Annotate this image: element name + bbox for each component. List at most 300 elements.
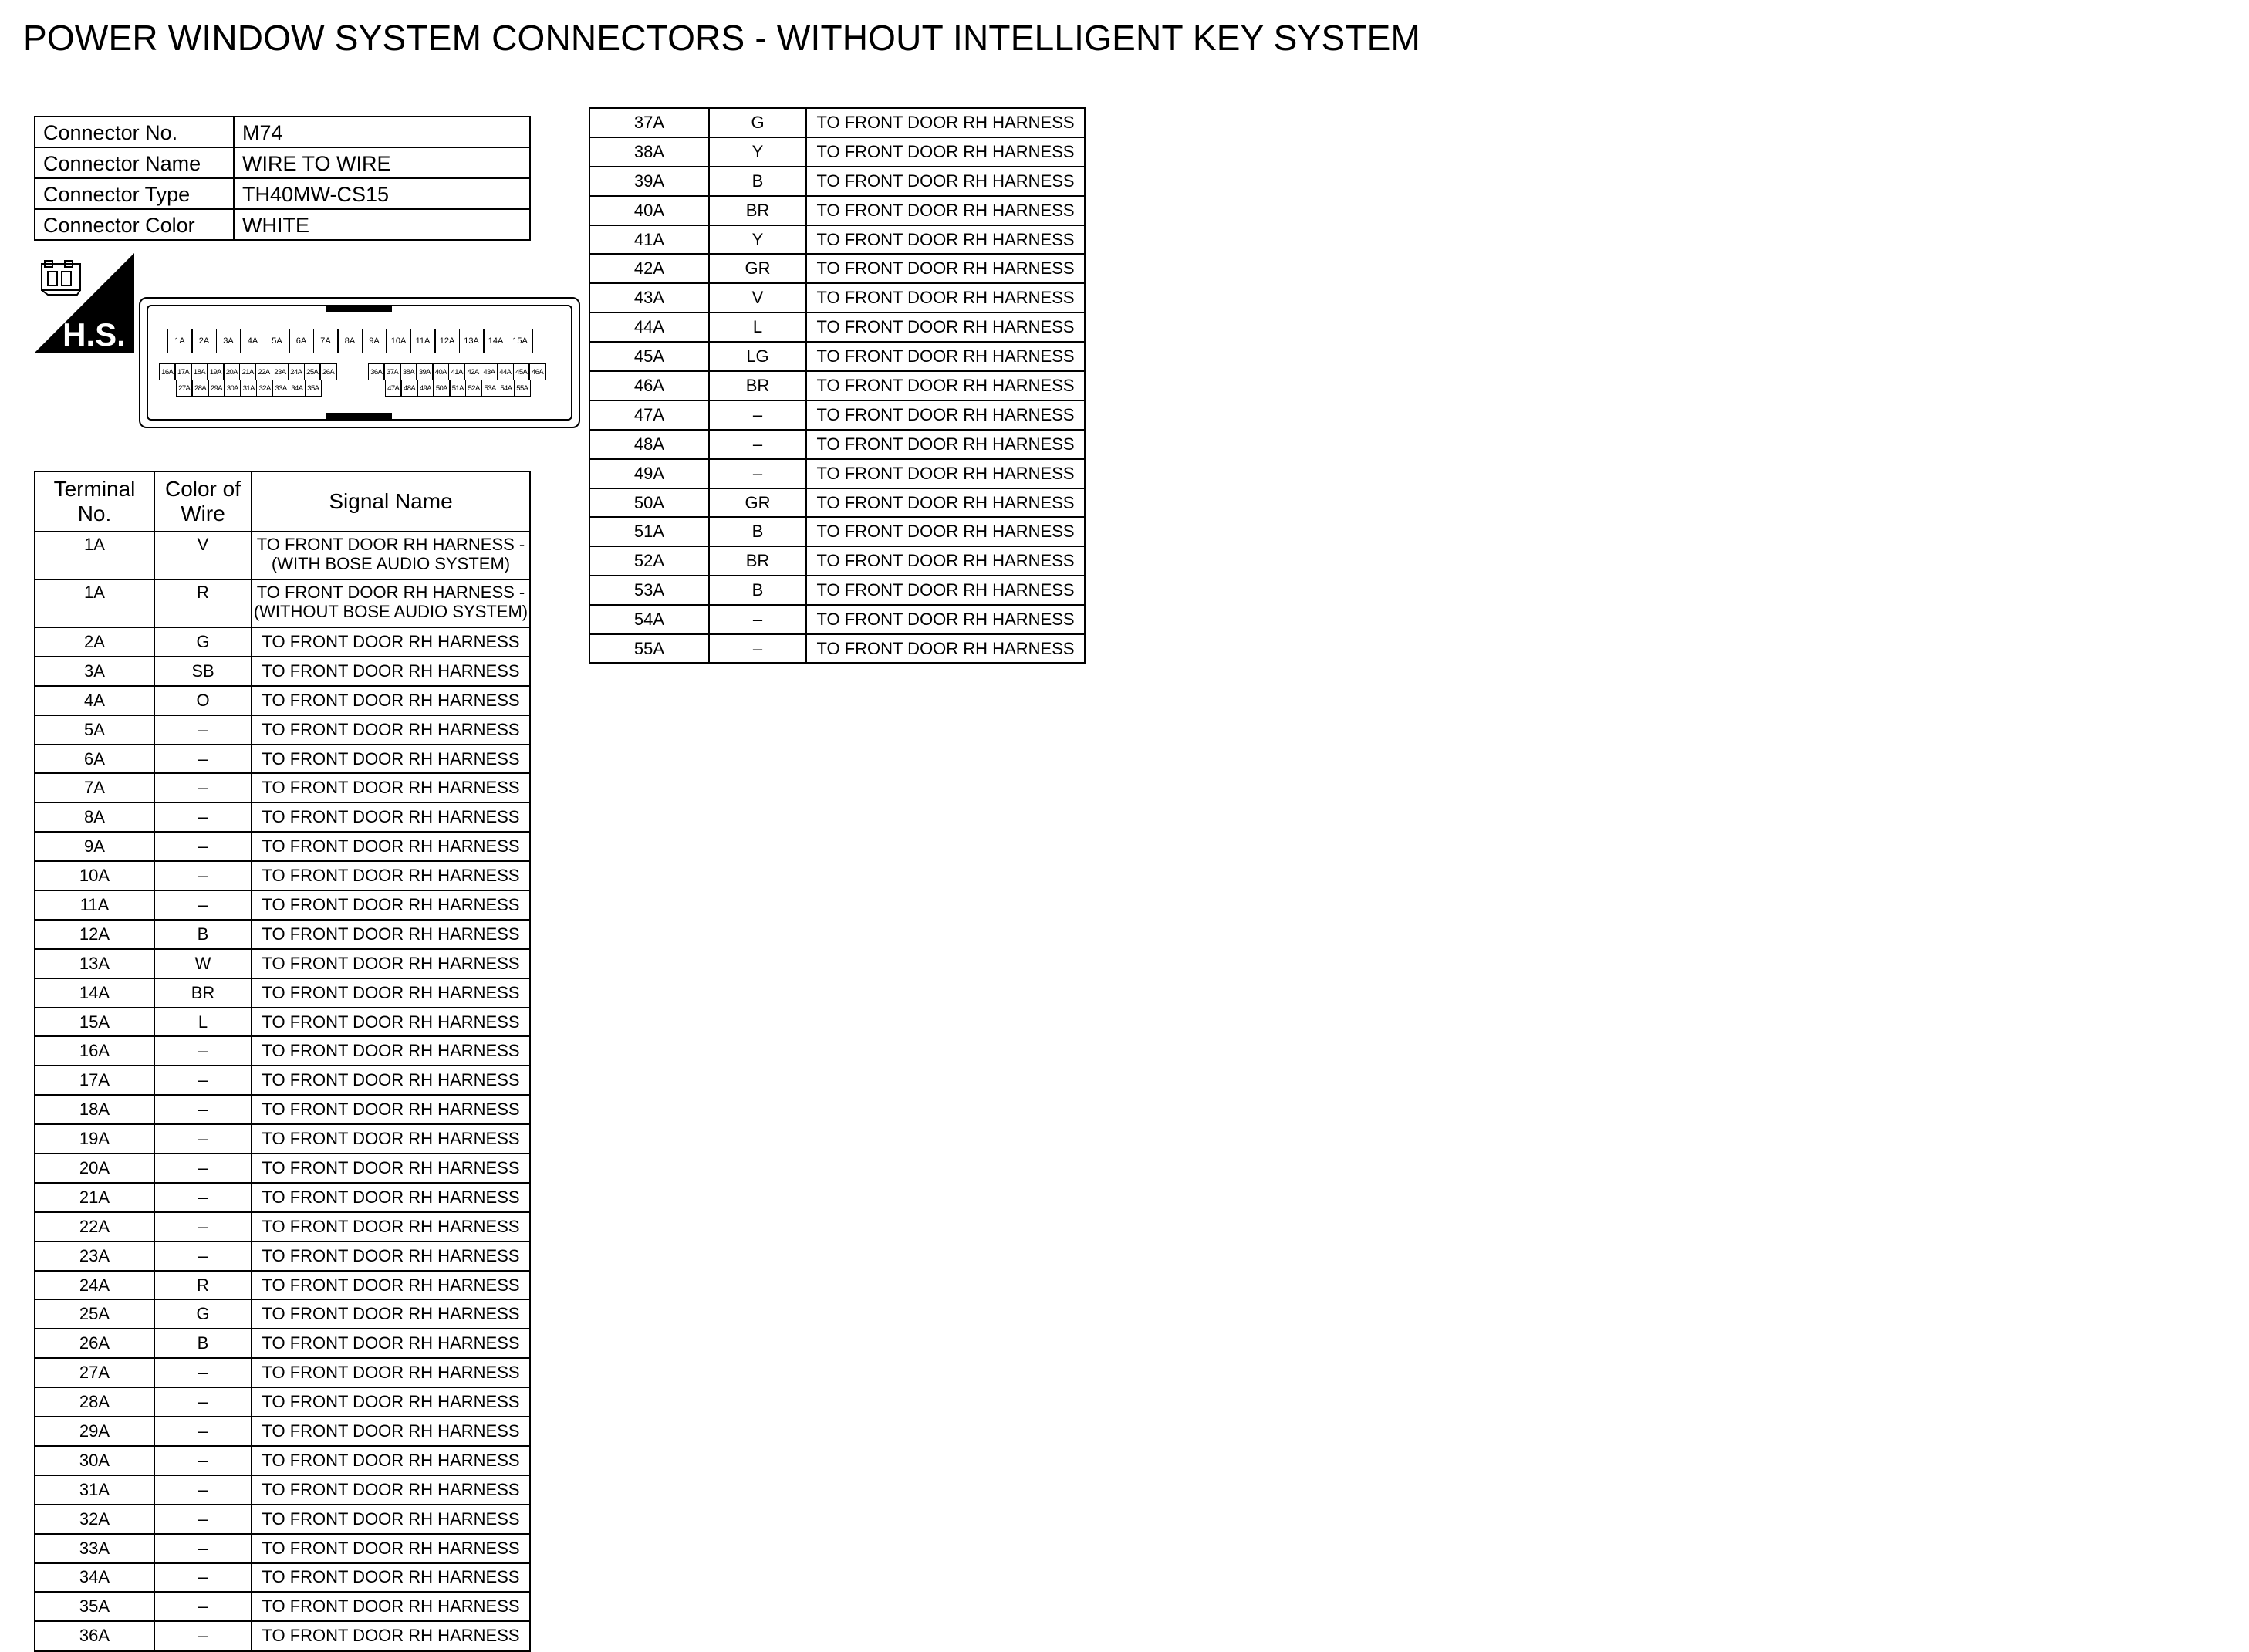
connector-pin: 29A bbox=[208, 380, 225, 397]
signal-name-cell: TO FRONT DOOR RH HARNESS bbox=[252, 657, 530, 686]
signal-name-cell: TO FRONT DOOR RH HARNESS bbox=[806, 517, 1085, 546]
signal-name-cell: TO FRONT DOOR RH HARNESS bbox=[252, 1417, 530, 1446]
terminal-no-cell: 50A bbox=[589, 488, 709, 518]
terminal-no-cell: 32A bbox=[35, 1505, 154, 1534]
connector-pin: 34A bbox=[289, 380, 306, 397]
pin-row-lower-right bbox=[386, 380, 531, 397]
table-row bbox=[589, 430, 1085, 459]
wire-color-cell: – bbox=[154, 773, 252, 802]
signal-name-cell: TO FRONT DOOR RH HARNESS bbox=[252, 802, 530, 832]
signal-name-cell: TO FRONT DOOR RH HARNESS bbox=[252, 1242, 530, 1271]
table-row bbox=[35, 1387, 530, 1417]
terminal-no-cell: 17A bbox=[35, 1066, 154, 1095]
pin-row-upper bbox=[168, 329, 533, 353]
info-value: TH40MW-CS15 bbox=[234, 178, 530, 209]
wire-color-cell: B bbox=[709, 167, 806, 196]
signal-name-cell: TO FRONT DOOR RH HARNESS bbox=[806, 254, 1085, 283]
table-row bbox=[589, 167, 1085, 196]
table-row bbox=[589, 371, 1085, 400]
connector-pin: 25A bbox=[304, 363, 321, 380]
wire-color-cell: – bbox=[154, 802, 252, 832]
signal-name-cell: TO FRONT DOOR RH HARNESS bbox=[806, 167, 1085, 196]
signal-name-cell: TO FRONT DOOR RH HARNESS bbox=[806, 546, 1085, 576]
info-label: Connector Color bbox=[35, 209, 234, 240]
connector-info-row bbox=[35, 209, 530, 240]
table-row bbox=[35, 1008, 530, 1037]
table-row bbox=[35, 1475, 530, 1505]
signal-name-cell: TO FRONT DOOR RH HARNESS bbox=[806, 283, 1085, 312]
signal-name-cell: TO FRONT DOOR RH HARNESS bbox=[252, 1124, 530, 1154]
wire-color-cell: – bbox=[154, 1154, 252, 1183]
terminal-no-cell: 12A bbox=[35, 920, 154, 949]
table-row bbox=[35, 657, 530, 686]
connector-pin: 16A bbox=[159, 363, 176, 380]
terminal-no-cell: 23A bbox=[35, 1242, 154, 1271]
connector-pin: 36A bbox=[368, 363, 385, 380]
connector-pin: 35A bbox=[305, 380, 322, 397]
signal-name-cell: TO FRONT DOOR RH HARNESS bbox=[252, 1036, 530, 1066]
connector-lock-tab bbox=[326, 305, 392, 312]
terminal-no-cell: 31A bbox=[35, 1475, 154, 1505]
connector-pin: 48A bbox=[400, 380, 417, 397]
signal-name-cell: TO FRONT DOOR RH HARNESS bbox=[806, 605, 1085, 634]
wire-color-cell: BR bbox=[154, 978, 252, 1008]
wire-color-cell: B bbox=[154, 1329, 252, 1358]
connector-pin: 49A bbox=[417, 380, 434, 397]
header-terminal-no: Terminal No. bbox=[35, 471, 154, 532]
table-row bbox=[35, 1505, 530, 1534]
hs-label: H.S. bbox=[62, 316, 126, 353]
wire-color-cell: O bbox=[154, 686, 252, 715]
signal-name-cell: TO FRONT DOOR RH HARNESS bbox=[806, 342, 1085, 371]
signal-name-cell: TO FRONT DOOR RH HARNESS bbox=[252, 949, 530, 978]
wire-color-cell: – bbox=[154, 715, 252, 745]
page-title: POWER WINDOW SYSTEM CONNECTORS - WITHOUT INTELLIGENT KEY SYSTEM bbox=[23, 18, 1421, 58]
connector-pin: 27A bbox=[176, 380, 193, 397]
connector-pin: 11A bbox=[410, 329, 436, 353]
signal-name-cell: TO FRONT DOOR RH HARNESS bbox=[252, 920, 530, 949]
signal-name-cell: TO FRONT DOOR RH HARNESS bbox=[806, 488, 1085, 518]
table-row bbox=[35, 1036, 530, 1066]
wire-color-cell: – bbox=[154, 1592, 252, 1621]
wire-color-cell: BR bbox=[709, 196, 806, 225]
signal-name-cell: TO FRONT DOOR RH HARNESS bbox=[252, 1358, 530, 1387]
wire-color-cell: – bbox=[709, 605, 806, 634]
signal-name-cell: TO FRONT DOOR RH HARNESS bbox=[252, 1505, 530, 1534]
table-row bbox=[589, 459, 1085, 488]
table-row bbox=[35, 1212, 530, 1242]
terminal-no-cell: 3A bbox=[35, 657, 154, 686]
wire-color-cell: LG bbox=[709, 342, 806, 371]
wire-color-cell: – bbox=[154, 1534, 252, 1563]
table-row bbox=[35, 1242, 530, 1271]
terminal-no-cell: 19A bbox=[35, 1124, 154, 1154]
wire-color-cell: – bbox=[154, 1417, 252, 1446]
info-label: Connector No. bbox=[35, 117, 234, 147]
terminal-no-cell: 20A bbox=[35, 1154, 154, 1183]
table-row bbox=[35, 1154, 530, 1183]
header-signal-name: Signal Name bbox=[252, 471, 530, 532]
connector-pin: 24A bbox=[288, 363, 305, 380]
wire-color-cell: Y bbox=[709, 225, 806, 255]
wire-color-cell: L bbox=[709, 312, 806, 342]
table-row bbox=[35, 627, 530, 657]
signal-name-cell: TO FRONT DOOR RH HARNESS bbox=[252, 861, 530, 890]
connector-pin: 51A bbox=[449, 380, 466, 397]
terminal-no-cell: 9A bbox=[35, 832, 154, 861]
table-row bbox=[589, 312, 1085, 342]
signal-name-cell: TO FRONT DOOR RH HARNESS bbox=[806, 225, 1085, 255]
connector-pin: 10A bbox=[386, 329, 411, 353]
connector-pin: 54A bbox=[498, 380, 515, 397]
signal-name-cell: TO FRONT DOOR RH HARNESS bbox=[252, 1387, 530, 1417]
connector-pin: 2A bbox=[191, 329, 217, 353]
wire-color-cell: GR bbox=[709, 488, 806, 518]
terminal-no-cell: 26A bbox=[35, 1329, 154, 1358]
wire-color-cell: B bbox=[709, 517, 806, 546]
table-row bbox=[589, 576, 1085, 605]
signal-name-cell: TO FRONT DOOR RH HARNESS bbox=[252, 1212, 530, 1242]
signal-name-cell: TO FRONT DOOR RH HARNESS bbox=[252, 1329, 530, 1358]
connector-info-row bbox=[35, 117, 530, 147]
table-row bbox=[35, 745, 530, 774]
wire-color-cell: – bbox=[154, 1183, 252, 1212]
table-row bbox=[35, 1329, 530, 1358]
wire-color-cell: – bbox=[709, 459, 806, 488]
signal-name-cell: TO FRONT DOOR RH HARNESS - (WITHOUT BOSE AUDIO SYSTEM) bbox=[252, 579, 530, 627]
table-row bbox=[589, 488, 1085, 518]
terminal-no-cell: 29A bbox=[35, 1417, 154, 1446]
connector-pin: 32A bbox=[256, 380, 273, 397]
table-row bbox=[589, 605, 1085, 634]
info-value: M74 bbox=[234, 117, 530, 147]
terminal-no-cell: 52A bbox=[589, 546, 709, 576]
terminal-no-cell: 30A bbox=[35, 1446, 154, 1475]
terminal-no-cell: 47A bbox=[589, 400, 709, 430]
connector-pin: 53A bbox=[481, 380, 498, 397]
table-row bbox=[589, 400, 1085, 430]
terminal-no-cell: 54A bbox=[589, 605, 709, 634]
table-row bbox=[35, 532, 530, 579]
wire-color-cell: B bbox=[709, 576, 806, 605]
terminal-no-cell: 46A bbox=[589, 371, 709, 400]
wire-color-cell: Y bbox=[709, 137, 806, 167]
terminal-no-cell: 36A bbox=[35, 1621, 154, 1650]
terminal-no-cell: 48A bbox=[589, 430, 709, 459]
connector-pin: 52A bbox=[465, 380, 482, 397]
terminal-no-cell: 55A bbox=[589, 634, 709, 664]
wire-color-cell: – bbox=[154, 1621, 252, 1650]
table-row bbox=[589, 546, 1085, 576]
signal-name-cell: TO FRONT DOOR RH HARNESS bbox=[252, 1095, 530, 1124]
table-row bbox=[35, 715, 530, 745]
terminal-no-cell: 18A bbox=[35, 1095, 154, 1124]
table-row bbox=[35, 890, 530, 920]
connector-pin: 46A bbox=[528, 363, 545, 380]
table-row bbox=[35, 949, 530, 978]
table-row bbox=[35, 1183, 530, 1212]
signal-name-cell: TO FRONT DOOR RH HARNESS bbox=[252, 1183, 530, 1212]
terminal-no-cell: 6A bbox=[35, 745, 154, 774]
terminal-no-cell: 40A bbox=[589, 196, 709, 225]
wire-color-cell: V bbox=[709, 283, 806, 312]
signal-name-cell: TO FRONT DOOR RH HARNESS bbox=[252, 1534, 530, 1563]
info-label: Connector Name bbox=[35, 147, 234, 178]
connector-pin: 38A bbox=[400, 363, 417, 380]
table-row bbox=[589, 225, 1085, 255]
connector-pin: 40A bbox=[432, 363, 449, 380]
terminal-no-cell: 16A bbox=[35, 1036, 154, 1066]
signal-name-cell: TO FRONT DOOR RH HARNESS bbox=[252, 1563, 530, 1593]
connector-pin: 7A bbox=[313, 329, 339, 353]
wire-color-cell: – bbox=[154, 1066, 252, 1095]
table-row bbox=[589, 283, 1085, 312]
connector-pin: 14A bbox=[483, 329, 508, 353]
wire-color-cell: – bbox=[154, 1387, 252, 1417]
wire-color-cell: – bbox=[154, 1505, 252, 1534]
info-label: Connector Type bbox=[35, 178, 234, 209]
wire-color-cell: R bbox=[154, 1271, 252, 1300]
terminal-no-cell: 4A bbox=[35, 686, 154, 715]
wire-color-cell: W bbox=[154, 949, 252, 978]
wire-color-cell: – bbox=[154, 1095, 252, 1124]
connector-pin: 42A bbox=[464, 363, 481, 380]
terminal-no-cell: 44A bbox=[589, 312, 709, 342]
connector-pin: 17A bbox=[174, 363, 191, 380]
connector-pin: 26A bbox=[319, 363, 336, 380]
connector-pin: 44A bbox=[497, 363, 514, 380]
connector-sketch-icon bbox=[42, 261, 80, 295]
connector-pin: 23A bbox=[272, 363, 289, 380]
wire-color-cell: G bbox=[154, 1299, 252, 1329]
terminal-no-cell: 1A bbox=[35, 532, 154, 579]
table-row bbox=[589, 517, 1085, 546]
table-row bbox=[35, 686, 530, 715]
wire-color-cell: – bbox=[154, 890, 252, 920]
wire-color-cell: R bbox=[154, 579, 252, 627]
wire-color-cell: – bbox=[154, 832, 252, 861]
table-row bbox=[589, 254, 1085, 283]
signal-name-cell: TO FRONT DOOR RH HARNESS bbox=[806, 137, 1085, 167]
signal-name-cell: TO FRONT DOOR RH HARNESS bbox=[252, 627, 530, 657]
terminal-no-cell: 10A bbox=[35, 861, 154, 890]
terminal-no-cell: 33A bbox=[35, 1534, 154, 1563]
connector-info-table bbox=[34, 116, 531, 241]
connector-pin: 37A bbox=[383, 363, 400, 380]
connector-face-diagram bbox=[139, 297, 580, 428]
wire-color-cell: – bbox=[154, 1036, 252, 1066]
table-row bbox=[589, 137, 1085, 167]
connector-pin: 55A bbox=[514, 380, 531, 397]
terminal-no-cell: 43A bbox=[589, 283, 709, 312]
wire-color-cell: – bbox=[154, 1242, 252, 1271]
connector-pin: 3A bbox=[216, 329, 241, 353]
signal-name-cell: TO FRONT DOOR RH HARNESS bbox=[252, 1154, 530, 1183]
table-row bbox=[35, 861, 530, 890]
connector-pin: 12A bbox=[434, 329, 460, 353]
terminal-no-cell: 22A bbox=[35, 1212, 154, 1242]
terminal-no-cell: 41A bbox=[589, 225, 709, 255]
table-row bbox=[35, 1563, 530, 1593]
connector-pin: 8A bbox=[337, 329, 363, 353]
signal-name-cell: TO FRONT DOOR RH HARNESS bbox=[806, 576, 1085, 605]
table-row bbox=[35, 1592, 530, 1621]
terminal-no-cell: 42A bbox=[589, 254, 709, 283]
connector-pin: 33A bbox=[272, 380, 289, 397]
wire-color-cell: – bbox=[154, 745, 252, 774]
terminal-no-cell: 53A bbox=[589, 576, 709, 605]
connector-info-row bbox=[35, 147, 530, 178]
signal-name-cell: TO FRONT DOOR RH HARNESS bbox=[252, 890, 530, 920]
connector-pin: 28A bbox=[191, 380, 208, 397]
wire-color-cell: – bbox=[709, 430, 806, 459]
signal-name-cell: TO FRONT DOOR RH HARNESS bbox=[806, 196, 1085, 225]
signal-name-cell: TO FRONT DOOR RH HARNESS bbox=[806, 430, 1085, 459]
wire-color-cell: – bbox=[154, 1563, 252, 1593]
table-row bbox=[35, 579, 530, 627]
pin-row-middle-left bbox=[160, 363, 337, 380]
table-row bbox=[35, 920, 530, 949]
wire-color-cell: – bbox=[154, 1446, 252, 1475]
table-row bbox=[35, 1417, 530, 1446]
terminal-table-header bbox=[35, 471, 530, 532]
signal-name-cell: TO FRONT DOOR RH HARNESS bbox=[806, 108, 1085, 137]
signal-name-cell: TO FRONT DOOR RH HARNESS bbox=[252, 715, 530, 745]
table-row bbox=[35, 802, 530, 832]
signal-name-cell: TO FRONT DOOR RH HARNESS bbox=[252, 745, 530, 774]
wire-color-cell: L bbox=[154, 1008, 252, 1037]
connector-pin: 19A bbox=[207, 363, 224, 380]
terminal-no-cell: 2A bbox=[35, 627, 154, 657]
connector-pin: 50A bbox=[433, 380, 450, 397]
wire-color-cell: BR bbox=[709, 546, 806, 576]
signal-name-cell: TO FRONT DOOR RH HARNESS bbox=[252, 773, 530, 802]
table-row bbox=[35, 1358, 530, 1387]
terminal-table bbox=[34, 471, 531, 1652]
wire-color-cell: GR bbox=[709, 254, 806, 283]
table-row bbox=[35, 773, 530, 802]
terminal-no-cell: 25A bbox=[35, 1299, 154, 1329]
terminal-no-cell: 14A bbox=[35, 978, 154, 1008]
terminal-no-cell: 28A bbox=[35, 1387, 154, 1417]
table-row bbox=[35, 1124, 530, 1154]
signal-name-cell: TO FRONT DOOR RH HARNESS bbox=[252, 1592, 530, 1621]
connector-pin: 1A bbox=[167, 329, 193, 353]
connector-pin: 47A bbox=[385, 380, 402, 397]
signal-name-cell: TO FRONT DOOR RH HARNESS bbox=[806, 312, 1085, 342]
connector-pin: 45A bbox=[513, 363, 530, 380]
wire-color-cell: G bbox=[154, 627, 252, 657]
terminal-no-cell: 37A bbox=[589, 108, 709, 137]
wire-color-cell: – bbox=[154, 1358, 252, 1387]
terminal-no-cell: 21A bbox=[35, 1183, 154, 1212]
signal-name-cell: TO FRONT DOOR RH HARNESS bbox=[252, 1271, 530, 1300]
table-row bbox=[35, 1446, 530, 1475]
table-row bbox=[35, 1534, 530, 1563]
terminal-no-cell: 5A bbox=[35, 715, 154, 745]
signal-name-cell: TO FRONT DOOR RH HARNESS bbox=[252, 1008, 530, 1037]
signal-name-cell: TO FRONT DOOR RH HARNESS bbox=[252, 832, 530, 861]
signal-name-cell: TO FRONT DOOR RH HARNESS bbox=[252, 686, 530, 715]
header-wire-color: Color of Wire bbox=[154, 471, 252, 532]
connector-pin: 6A bbox=[289, 329, 314, 353]
signal-name-cell: TO FRONT DOOR RH HARNESS bbox=[252, 1446, 530, 1475]
signal-name-cell: TO FRONT DOOR RH HARNESS - (WITH BOSE AUDIO SYSTEM) bbox=[252, 532, 530, 579]
connector-face-inner bbox=[147, 305, 572, 421]
wire-color-cell: – bbox=[709, 634, 806, 664]
connector-pin: 39A bbox=[416, 363, 433, 380]
wire-color-cell: – bbox=[154, 1475, 252, 1505]
table-row bbox=[589, 108, 1085, 137]
pin-row-lower-left bbox=[177, 380, 322, 397]
wire-color-cell: BR bbox=[709, 371, 806, 400]
wire-color-cell: – bbox=[154, 1212, 252, 1242]
connector-pin: 9A bbox=[362, 329, 387, 353]
wire-color-cell: V bbox=[154, 532, 252, 579]
signal-name-cell: TO FRONT DOOR RH HARNESS bbox=[806, 371, 1085, 400]
terminal-no-cell: 51A bbox=[589, 517, 709, 546]
signal-name-cell: TO FRONT DOOR RH HARNESS bbox=[252, 978, 530, 1008]
wire-color-cell: SB bbox=[154, 657, 252, 686]
signal-name-cell: TO FRONT DOOR RH HARNESS bbox=[252, 1475, 530, 1505]
terminal-no-cell: 27A bbox=[35, 1358, 154, 1387]
wire-color-cell: – bbox=[709, 400, 806, 430]
signal-name-cell: TO FRONT DOOR RH HARNESS bbox=[252, 1299, 530, 1329]
table-row bbox=[589, 196, 1085, 225]
table-row bbox=[35, 1066, 530, 1095]
connector-pin: 15A bbox=[508, 329, 533, 353]
terminal-no-cell: 15A bbox=[35, 1008, 154, 1037]
table-row bbox=[589, 342, 1085, 371]
wire-color-cell: B bbox=[154, 920, 252, 949]
terminal-no-cell: 39A bbox=[589, 167, 709, 196]
connector-pin: 41A bbox=[448, 363, 465, 380]
table-row bbox=[589, 634, 1085, 664]
terminal-no-cell: 34A bbox=[35, 1563, 154, 1593]
connector-pin: 20A bbox=[223, 363, 240, 380]
terminal-no-cell: 11A bbox=[35, 890, 154, 920]
terminal-no-cell: 35A bbox=[35, 1592, 154, 1621]
terminal-no-cell: 8A bbox=[35, 802, 154, 832]
table-row bbox=[35, 978, 530, 1008]
terminal-no-cell: 7A bbox=[35, 773, 154, 802]
terminal-no-cell: 13A bbox=[35, 949, 154, 978]
wire-color-cell: – bbox=[154, 861, 252, 890]
connector-pin: 31A bbox=[240, 380, 257, 397]
connector-pin: 18A bbox=[191, 363, 208, 380]
connector-pin: 21A bbox=[239, 363, 256, 380]
wire-color-cell: – bbox=[154, 1124, 252, 1154]
terminal-no-cell: 38A bbox=[589, 137, 709, 167]
table-row bbox=[35, 1299, 530, 1329]
connector-pin: 4A bbox=[240, 329, 265, 353]
terminal-no-cell: 1A bbox=[35, 579, 154, 627]
connector-pin: 5A bbox=[265, 329, 290, 353]
terminal-no-cell: 45A bbox=[589, 342, 709, 371]
info-value: WIRE TO WIRE bbox=[234, 147, 530, 178]
wire-color-cell: G bbox=[709, 108, 806, 137]
signal-name-cell: TO FRONT DOOR RH HARNESS bbox=[252, 1621, 530, 1650]
signal-name-cell: TO FRONT DOOR RH HARNESS bbox=[806, 400, 1085, 430]
pin-row-middle-right bbox=[369, 363, 546, 380]
terminal-no-cell: 49A bbox=[589, 459, 709, 488]
signal-name-cell: TO FRONT DOOR RH HARNESS bbox=[806, 459, 1085, 488]
terminal-table-continued bbox=[589, 107, 1086, 664]
table-row bbox=[35, 832, 530, 861]
connector-info-row bbox=[35, 178, 530, 209]
harness-side-icon bbox=[34, 253, 134, 353]
terminal-no-cell: 24A bbox=[35, 1271, 154, 1300]
